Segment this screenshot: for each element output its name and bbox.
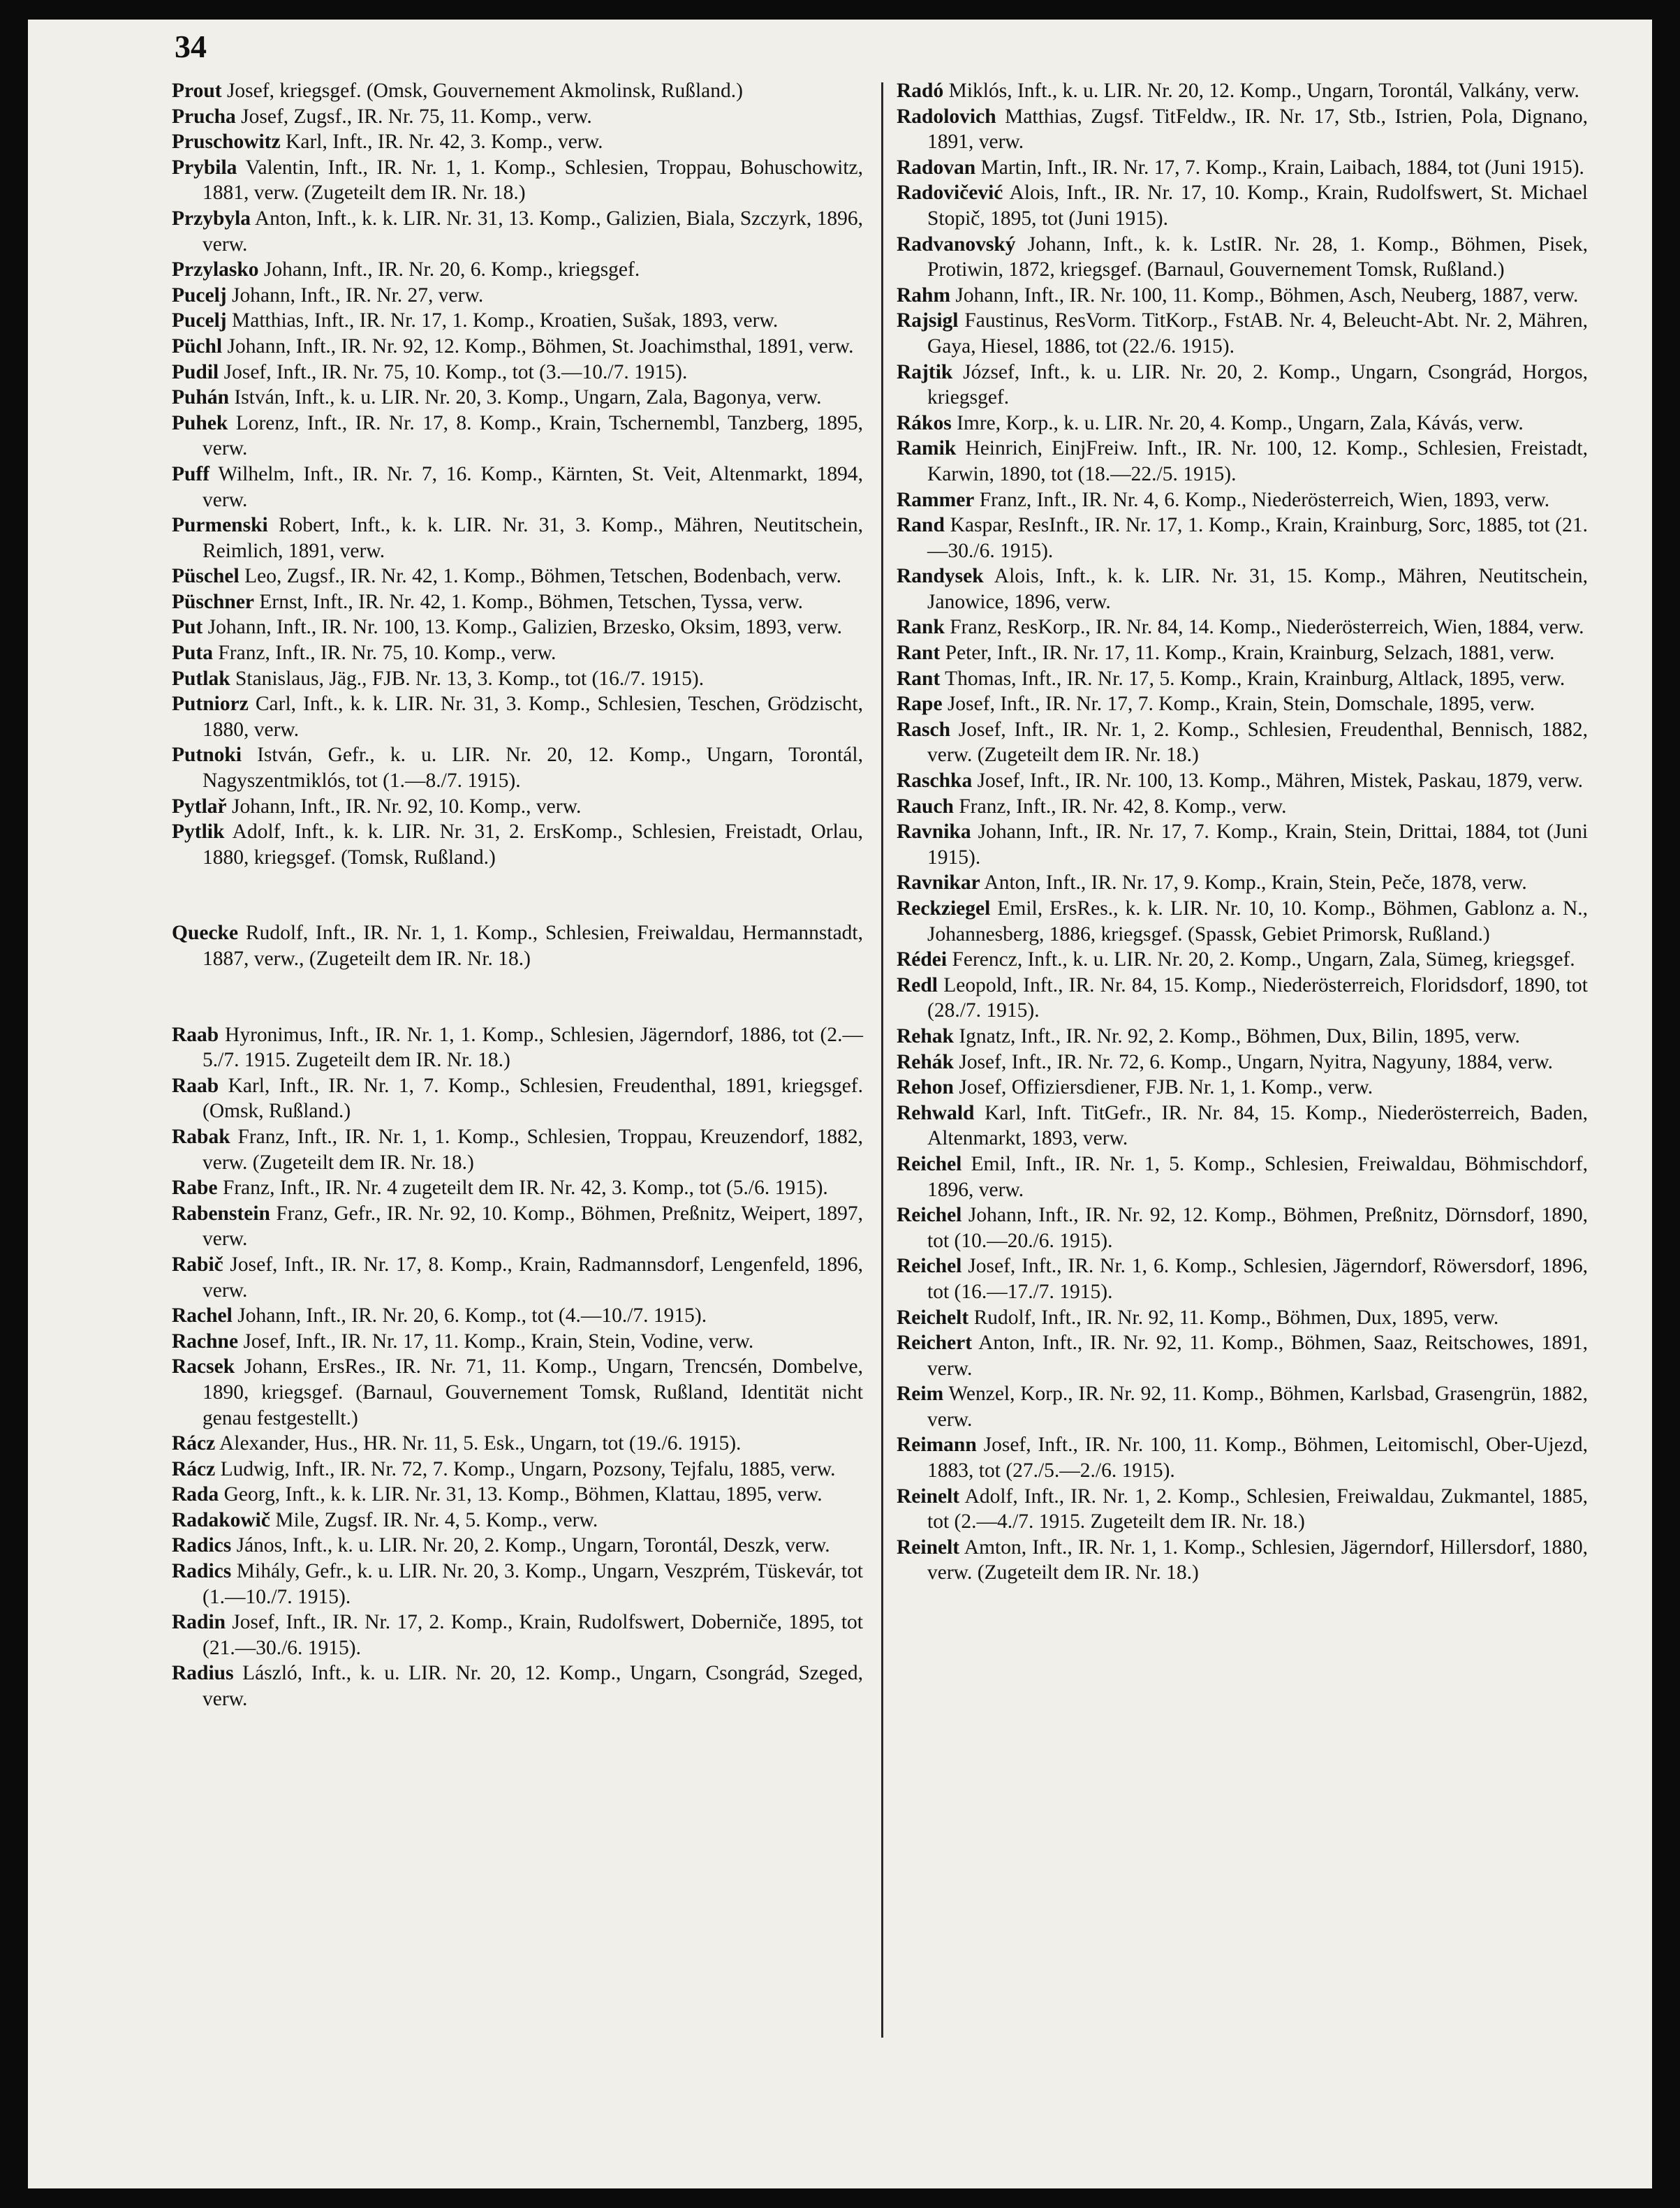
entry-surname: Putlak	[172, 667, 230, 690]
entry-details: István, Inft., k. u. LIR. Nr. 20, 3. Komp., Ungarn, Zala, Bagonya, verw.	[234, 386, 822, 409]
entry-details: Karl, Inft., IR. Nr. 42, 3. Komp., verw.	[286, 131, 603, 154]
entry-surname: Rehák	[897, 1050, 954, 1073]
entry-surname: Rabe	[172, 1177, 218, 1200]
entry-surname: Rachne	[172, 1330, 239, 1353]
register-entry	[897, 513, 1588, 564]
register-entry	[172, 1457, 863, 1482]
entries-group-q	[172, 920, 863, 971]
register-entry	[172, 794, 863, 820]
entry-details: Johann, Inft., IR. Nr. 92, 12. Komp., Böhmen, St. Joachimsthal, 1891, verw.	[227, 334, 854, 358]
column-divider	[881, 82, 883, 2038]
entry-surname: Radics	[172, 1560, 232, 1583]
entry-details: Josef, Inft., IR. Nr. 75, 10. Komp., tot (3.—10./7. 1915).	[223, 360, 688, 383]
entry-details: Stanislaus, Jäg., FJB. Nr. 13, 3. Komp., tot (16./7. 1915).	[235, 667, 705, 690]
entry-surname: Reichel	[897, 1204, 962, 1227]
register-entry	[172, 1175, 863, 1201]
register-entry	[172, 1073, 863, 1124]
entry-details: Mile, Zugsf. IR. Nr. 4, 5. Komp., verw.	[275, 1508, 598, 1531]
entry-surname: Racsek	[172, 1355, 235, 1378]
entry-details: Mihály, Gefr., k. u. LIR. Nr. 20, 3. Komp., Ungarn, Veszprém, Tüskevár, tot (1.—10./7. 1915).	[202, 1560, 863, 1608]
entry-surname: Reckziegel	[897, 897, 991, 920]
entry-surname: Rácz	[172, 1432, 216, 1455]
entry-details: Anton, Inft., IR. Nr. 92, 11. Komp., Böhmen, Saaz, Reitschowes, 1891, verw.	[927, 1332, 1588, 1380]
register-entry	[172, 1303, 863, 1329]
entry-details: Amton, Inft., IR. Nr. 1, 1. Komp., Schlesien, Jägerndorf, Hillersdorf, 1880, verw. (Zugeteilt dem IR. Nr. 18.)	[927, 1536, 1588, 1584]
entry-details: Josef, Inft., IR. Nr. 72, 6. Komp., Ungarn, Nyitra, Nagyuny, 1884, verw.	[959, 1050, 1554, 1073]
entry-details: Josef, Inft., IR. Nr. 1, 6. Komp., Schlesien, Jägerndorf, Röwersdorf, 1896, tot (16.—17./7. 1915).	[927, 1255, 1588, 1303]
register-entry	[172, 411, 863, 462]
register-entry	[172, 614, 863, 640]
register-entry	[897, 411, 1588, 436]
register-entry	[897, 973, 1588, 1024]
entry-surname: Pytlik	[172, 820, 225, 844]
register-entry	[897, 614, 1588, 640]
entry-surname: Rajsigl	[897, 309, 959, 332]
entry-details: Johann, ErsRes., IR. Nr. 71, 11. Komp., Ungarn, Trencsén, Dombelve, 1890, kriegsgef. (Barnaul, Gouvernement Tomsk, Rußland, Identität nicht genau festgestellt.)	[202, 1355, 864, 1429]
entry-surname: Rabič	[172, 1253, 223, 1276]
register-entry	[897, 1024, 1588, 1050]
entry-surname: Rabak	[172, 1125, 230, 1148]
register-entry	[897, 155, 1588, 181]
entry-details: Franz, Inft., IR. Nr. 75, 10. Komp., verw.	[218, 642, 557, 665]
entry-surname: Rehak	[897, 1024, 954, 1047]
entry-surname: Rajtik	[897, 360, 953, 383]
register-entry	[172, 1559, 863, 1610]
register-entry	[172, 1508, 863, 1533]
entry-surname: Rehwald	[897, 1101, 975, 1124]
entry-details: Franz, ResKorp., IR. Nr. 84, 14. Komp., Niederösterreich, Wien, 1884, verw.	[950, 616, 1584, 639]
register-entry	[897, 870, 1588, 896]
entry-details: Josef, kriegsgef. (Omsk, Gouvernement Akmolinsk, Rußland.)	[226, 80, 743, 102]
entry-details: Robert, Inft., k. k. LIR. Nr. 31, 3. Komp., Mähren, Neutitschein, Reimlich, 1891, verw.	[202, 514, 863, 562]
entry-surname: Puta	[172, 642, 213, 665]
entry-surname: Pucelj	[172, 284, 227, 307]
entry-details: Hyronimus, Inft., IR. Nr. 1, 1. Komp., Schlesien, Jägerndorf, 1886, tot (2.—5./7. 1915. Zugeteilt dem IR. Nr. 18.)	[202, 1023, 863, 1072]
entry-surname: Randysek	[897, 565, 984, 588]
entry-details: Peter, Inft., IR. Nr. 17, 11. Komp., Krain, Krainburg, Selzach, 1881, verw.	[945, 642, 1555, 665]
register-entry	[172, 1431, 863, 1457]
entry-surname: Rauch	[897, 795, 954, 818]
register-entry	[897, 1075, 1588, 1101]
register-entry	[172, 1022, 863, 1073]
entry-details: Matthias, Inft., IR. Nr. 17, 1. Komp., Kroatien, Sušak, 1893, verw.	[232, 309, 779, 332]
page-number: 34	[175, 29, 207, 64]
entry-surname: Rant	[897, 667, 941, 690]
entry-surname: Rand	[897, 514, 945, 537]
register-entry	[172, 1329, 863, 1355]
entry-details: Johann, Inft., IR. Nr. 92, 12. Komp., Böhmen, Preßnitz, Dörnsdorf, 1890, tot (10.—20./6. 1915).	[927, 1204, 1588, 1252]
entry-surname: Purmenski	[172, 514, 268, 537]
entry-details: József, Inft., k. u. LIR. Nr. 20, 2. Komp., Ungarn, Csongrád, Horgos, kriegsgef.	[927, 360, 1588, 409]
register-entry	[172, 104, 863, 130]
entry-details: Rudolf, Inft., IR. Nr. 1, 1. Komp., Schlesien, Freiwaldau, Hermannstadt, 1887, verw., (Zugeteilt dem IR. Nr. 18.)	[202, 922, 863, 970]
register-entry	[897, 360, 1588, 411]
entry-details: Karl, Inft., IR. Nr. 1, 7. Komp., Schlesien, Freudenthal, 1891, kriegsgef. (Omsk, Rußland.)	[202, 1074, 864, 1123]
entry-details: Johann, Inft., IR. Nr. 27, verw.	[232, 284, 484, 307]
register-entry	[897, 232, 1588, 283]
register-entry	[897, 819, 1588, 870]
entry-details: László, Inft., k. u. LIR. Nr. 20, 12. Komp., Ungarn, Csongrád, Szeged, verw.	[202, 1662, 864, 1711]
entry-surname: Radvanovský	[897, 233, 1016, 256]
register-entry	[172, 334, 863, 360]
register-entry	[172, 1201, 863, 1252]
entry-surname: Radovičević	[897, 182, 1003, 205]
entry-surname: Radics	[172, 1534, 232, 1557]
entry-surname: Pucelj	[172, 309, 227, 332]
entries-group-right	[897, 78, 1588, 1586]
register-entry	[897, 1330, 1588, 1381]
entry-surname: Raab	[172, 1023, 219, 1046]
register-entry	[172, 1252, 863, 1303]
entry-surname: Reinelt	[897, 1536, 960, 1559]
entry-surname: Radin	[172, 1611, 226, 1634]
register-entry	[897, 717, 1588, 768]
entry-details: Johann, Inft., IR. Nr. 20, 6. Komp., tot (4.—10./7. 1915).	[237, 1304, 707, 1327]
register-entry	[172, 1610, 863, 1661]
entry-details: Johann, Inft., IR. Nr. 20, 6. Komp., kriegsgef.	[263, 258, 640, 281]
entry-surname: Püschel	[172, 565, 240, 588]
entry-surname: Reimann	[897, 1434, 977, 1457]
register-entry	[897, 436, 1588, 487]
entry-surname: Rant	[897, 642, 941, 665]
entry-details: Josef, Inft., IR. Nr. 1, 2. Komp., Schlesien, Freudenthal, Bennisch, 1882, verw. (Zugeteilt dem IR. Nr. 18.)	[927, 718, 1588, 767]
entry-details: Franz, Gefr., IR. Nr. 92, 10. Komp., Böhmen, Preßnitz, Weipert, 1897, verw.	[202, 1202, 863, 1251]
entry-details: Josef, Zugsf., IR. Nr. 75, 11. Komp., verw.	[241, 105, 592, 128]
entry-surname: Rank	[897, 616, 945, 639]
entry-surname: Püschner	[172, 590, 254, 613]
entry-details: Miklós, Inft., k. u. LIR. Nr. 20, 12. Komp., Ungarn, Torontál, Valkány, verw.	[948, 80, 1579, 102]
register-entry	[897, 283, 1588, 309]
entry-details: Alois, Inft., IR. Nr. 17, 10. Komp., Krain, Rudolfswert, St. Michael Stopič, 1895, tot (Juni 1915).	[927, 182, 1588, 230]
register-entry	[172, 1124, 863, 1175]
register-entry	[897, 487, 1588, 513]
entry-surname: Rédei	[897, 948, 948, 971]
entry-details: Ernst, Inft., IR. Nr. 42, 1. Komp., Böhmen, Tetschen, Tyssa, verw.	[259, 590, 803, 613]
register-entry	[897, 308, 1588, 359]
entry-surname: Prout	[172, 80, 222, 102]
register-entry	[897, 1535, 1588, 1586]
register-entry	[897, 1050, 1588, 1075]
entry-details: Emil, ErsRes., k. k. LIR. Nr. 10, 10. Komp., Böhmen, Gablonz a. N., Johannesberg, 1886, kriegsgef. (Spassk, Gebiet Primorsk, Rußland.)	[927, 897, 1588, 945]
entry-details: Josef, Inft., IR. Nr. 17, 11. Komp., Krain, Stein, Vodine, verw.	[243, 1330, 754, 1353]
register-entry	[172, 78, 863, 104]
register-entry	[897, 640, 1588, 666]
entry-details: Valentin, Inft., IR. Nr. 1, 1. Komp., Schlesien, Troppau, Bohuschowitz, 1881, verw. (Zugeteilt dem IR. Nr. 18.)	[202, 156, 864, 205]
entry-details: Anton, Inft., k. k. LIR. Nr. 31, 13. Komp., Galizien, Biala, Szczyrk, 1896, verw.	[202, 207, 864, 256]
entry-details: Wenzel, Korp., IR. Nr. 92, 11. Komp., Böhmen, Karlsbad, Grasengrün, 1882, verw.	[927, 1383, 1588, 1431]
register-entry	[172, 257, 863, 283]
entry-surname: Radius	[172, 1662, 234, 1685]
entry-surname: Rácz	[172, 1457, 216, 1480]
entry-details: Johann, Inft., IR. Nr. 100, 13. Komp., Galizien, Brzesko, Oksim, 1893, verw.	[207, 616, 842, 639]
register-entry	[172, 920, 863, 971]
register-entry	[172, 513, 863, 564]
entry-surname: Puhek	[172, 411, 228, 434]
entry-surname: Rehon	[897, 1076, 954, 1099]
register-entry	[897, 947, 1588, 973]
entry-surname: Rada	[172, 1483, 219, 1506]
entry-details: Johann, Inft., IR. Nr. 17, 7. Komp., Krain, Stein, Drittai, 1884, tot (Juni 1915).	[927, 820, 1589, 869]
entry-details: Kaspar, ResInft., IR. Nr. 17, 1. Komp., Krain, Krainburg, Sorc, 1885, tot (21.—30./6. 1915).	[927, 514, 1589, 562]
entry-surname: Quecke	[172, 922, 239, 945]
register-entry	[897, 1202, 1588, 1253]
register-entry	[172, 155, 863, 206]
register-entry	[897, 564, 1588, 614]
entry-surname: Ravnikar	[897, 871, 980, 895]
entry-details: Josef, Offiziersdiener, FJB. Nr. 1, 1. Komp., verw.	[959, 1076, 1373, 1099]
entry-details: Imre, Korp., k. u. LIR. Nr. 20, 4. Komp., Ungarn, Zala, Kávás, verw.	[957, 411, 1524, 434]
entry-surname: Putniorz	[172, 693, 249, 716]
entry-details: István, Gefr., k. u. LIR. Nr. 20, 12. Komp., Ungarn, Torontál, Nagyszentmiklós, tot (1.—8./7. 1915).	[202, 744, 863, 793]
section-gap	[172, 972, 863, 1022]
entry-details: Josef, Inft., IR. Nr. 17, 2. Komp., Krain, Rudolfswert, Doberniče, 1895, tot (21.—30./6. 1915).	[202, 1611, 863, 1659]
register-entry	[897, 78, 1588, 104]
entry-surname: Put	[172, 616, 203, 639]
register-entry	[897, 1305, 1588, 1331]
register-entry	[172, 1533, 863, 1559]
entry-details: Josef, Inft., IR. Nr. 17, 8. Komp., Krain, Radmannsdorf, Lengenfeld, 1896, verw.	[202, 1253, 863, 1302]
entry-details: Alexander, Hus., HR. Nr. 11, 5. Esk., Ungarn, tot (19./6. 1915).	[219, 1432, 742, 1455]
entry-details: Lorenz, Inft., IR. Nr. 17, 8. Komp., Krain, Tschernembl, Tanzberg, 1895, verw.	[202, 411, 864, 460]
entry-surname: Rabenstein	[172, 1202, 270, 1225]
register-entry	[897, 1381, 1588, 1432]
entry-details: Johann, Inft., k. k. LstIR. Nr. 28, 1. Komp., Böhmen, Pisek, Protiwin, 1872, kriegsgef. (Barnaul, Gouvernement Tomsk, Rußland.)	[927, 233, 1588, 281]
entry-surname: Reichel	[897, 1152, 962, 1175]
register-entry	[897, 794, 1588, 820]
entry-details: Martin, Inft., IR. Nr. 17, 7. Komp., Krain, Laibach, 1884, tot (Juni 1915).	[980, 156, 1584, 179]
entry-surname: Reim	[897, 1383, 944, 1406]
entry-surname: Puhán	[172, 386, 229, 409]
right-column	[897, 78, 1588, 1586]
entry-details: Johann, Inft., IR. Nr. 100, 11. Komp., Böhmen, Asch, Neuberg, 1887, verw.	[955, 284, 1579, 307]
entry-details: Ignatz, Inft., IR. Nr. 92, 2. Komp., Böhmen, Dux, Bilin, 1895, verw.	[959, 1024, 1520, 1047]
entry-details: Heinrich, EinjFreiw. Inft., IR. Nr. 100, 12. Komp., Schlesien, Freistadt, Karwin, 1890, tot (18.—22./5. 1915).	[927, 437, 1589, 485]
entry-surname: Pytlař	[172, 795, 227, 818]
section-gap	[172, 870, 863, 920]
entries-group-r	[172, 1022, 863, 1712]
register-entry	[172, 589, 863, 615]
register-entry	[172, 206, 863, 257]
entry-details: János, Inft., k. u. LIR. Nr. 20, 2. Komp., Ungarn, Torontál, Deszk, verw.	[236, 1534, 830, 1557]
entry-details: Matthias, Zugsf. TitFeldw., IR. Nr. 17, Stb., Istrien, Pola, Dignano, 1891, verw.	[927, 105, 1589, 154]
entry-details: Emil, Inft., IR. Nr. 1, 5. Komp., Schlesien, Freiwaldau, Böhmischdorf, 1896, verw.	[927, 1152, 1588, 1201]
entry-surname: Reichert	[897, 1332, 973, 1355]
register-entry	[172, 462, 863, 513]
entries-group-p	[172, 78, 863, 870]
entry-surname: Radolovich	[897, 105, 996, 128]
entry-surname: Reinelt	[897, 1485, 960, 1508]
entry-surname: Przylasko	[172, 258, 259, 281]
entry-surname: Rachel	[172, 1304, 233, 1327]
entry-details: Josef, Inft., IR. Nr. 100, 11. Komp., Böhmen, Leitomischl, Ober-Ujezd, 1883, tot (27./5.—2./6. 1915).	[927, 1434, 1589, 1482]
entry-surname: Raab	[172, 1074, 219, 1097]
register-entry	[897, 1101, 1588, 1151]
entry-details: Franz, Inft., IR. Nr. 4, 6. Komp., Niederösterreich, Wien, 1893, verw.	[979, 488, 1550, 511]
entry-details: Leopold, Inft., IR. Nr. 84, 15. Komp., Niederösterreich, Floridsdorf, 1890, tot (28./7. 1915).	[927, 973, 1588, 1022]
entry-surname: Pudil	[172, 360, 219, 383]
entry-details: Adolf, Inft., IR. Nr. 1, 2. Komp., Schlesien, Freiwaldau, Zukmantel, 1885, tot (2.—4./7. 1915. Zugeteilt dem IR. Nr. 18.)	[927, 1485, 1589, 1533]
register-entry	[172, 666, 863, 692]
entry-details: Anton, Inft., IR. Nr. 17, 9. Komp., Krain, Stein, Peče, 1878, verw.	[984, 871, 1527, 895]
entry-details: Thomas, Inft., IR. Nr. 17, 5. Komp., Krain, Krainburg, Altlack, 1895, verw.	[945, 667, 1565, 690]
entry-details: Ferencz, Inft., k. u. LIR. Nr. 20, 2. Komp., Ungarn, Zala, Sümeg, kriegsgef.	[952, 948, 1575, 971]
entry-details: Josef, Inft., IR. Nr. 100, 13. Komp., Mähren, Mistek, Paskau, 1879, verw.	[977, 770, 1583, 793]
entry-details: Faustinus, ResVorm. TitKorp., FstAB. Nr. 4, Beleucht-Abt. Nr. 2, Mähren, Gaya, Hiesel, 1886, tot (22./6. 1915).	[927, 309, 1589, 358]
register-entry	[172, 385, 863, 411]
register-entry	[897, 1253, 1588, 1304]
register-entry	[172, 1482, 863, 1508]
entry-surname: Prybila	[172, 156, 237, 179]
register-entry	[897, 768, 1588, 794]
entry-details: Leo, Zugsf., IR. Nr. 42, 1. Komp., Böhmen, Tetschen, Bodenbach, verw.	[244, 565, 842, 588]
register-entry	[897, 104, 1588, 155]
entry-surname: Przybyla	[172, 207, 251, 230]
entry-surname: Rammer	[897, 488, 975, 511]
entry-surname: Reichel	[897, 1255, 962, 1278]
entry-details: Carl, Inft., k. k. LIR. Nr. 31, 3. Komp., Schlesien, Teschen, Grödzischt, 1880, verw.	[202, 693, 863, 741]
entry-surname: Rasch	[897, 718, 951, 741]
entry-details: Wilhelm, Inft., IR. Nr. 7, 16. Komp., Kärnten, St. Veit, Altenmarkt, 1894, verw.	[202, 462, 863, 511]
entry-details: Johann, Inft., IR. Nr. 92, 10. Komp., verw.	[232, 795, 582, 818]
entry-surname: Puff	[172, 462, 210, 485]
entry-surname: Redl	[897, 973, 938, 996]
register-entry	[897, 666, 1588, 692]
entry-surname: Püchl	[172, 334, 223, 358]
register-entry	[897, 1432, 1588, 1483]
entry-surname: Prucha	[172, 105, 236, 128]
register-entry	[172, 819, 863, 870]
entry-surname: Raschka	[897, 770, 973, 793]
entry-details: Franz, Inft., IR. Nr. 1, 1. Komp., Schlesien, Troppau, Kreuzendorf, 1882, verw. (Zugeteilt dem IR. Nr. 18.)	[202, 1125, 864, 1174]
register-entry	[897, 896, 1588, 947]
entry-surname: Radakowič	[172, 1508, 270, 1531]
register-entry	[172, 742, 863, 793]
entry-details: Alois, Inft., k. k. LIR. Nr. 31, 15. Komp., Mähren, Neutitschein, Janowice, 1896, verw.	[927, 565, 1588, 613]
entry-surname: Rákos	[897, 411, 952, 434]
register-entry	[172, 360, 863, 385]
entry-details: Josef, Inft., IR. Nr. 17, 7. Komp., Krain, Stein, Domschale, 1895, verw.	[947, 693, 1535, 716]
entry-surname: Putnoki	[172, 744, 242, 767]
entry-details: Karl, Inft. TitGefr., IR. Nr. 84, 15. Komp., Niederösterreich, Baden, Altenmarkt, 1893, verw.	[927, 1101, 1588, 1150]
register-entry	[897, 1484, 1588, 1535]
entry-surname: Ramik	[897, 437, 957, 460]
register-entry	[172, 640, 863, 666]
entry-details: Ludwig, Inft., IR. Nr. 72, 7. Komp., Ungarn, Pozsony, Tejfalu, 1885, verw.	[220, 1457, 836, 1480]
entry-details: Rudolf, Inft., IR. Nr. 92, 11. Komp., Böhmen, Dux, 1895, verw.	[973, 1306, 1499, 1329]
entry-surname: Radó	[897, 80, 944, 102]
entry-details: Franz, Inft., IR. Nr. 42, 8. Komp., verw.	[959, 795, 1287, 818]
left-column	[172, 78, 863, 1712]
register-entry	[172, 691, 863, 742]
register-entry	[897, 180, 1588, 231]
register-entry	[172, 564, 863, 589]
entry-surname: Reichelt	[897, 1306, 969, 1329]
entry-details: Georg, Inft., k. k. LIR. Nr. 31, 13. Komp., Böhmen, Klattau, 1895, verw.	[223, 1483, 823, 1506]
entry-surname: Ravnika	[897, 820, 971, 844]
register-entry	[897, 691, 1588, 717]
register-entry	[172, 308, 863, 334]
register-entry	[172, 283, 863, 309]
register-entry	[172, 1354, 863, 1431]
entry-details: Franz, Inft., IR. Nr. 4 zugeteilt dem IR. Nr. 42, 3. Komp., tot (5./6. 1915).	[222, 1177, 828, 1200]
register-entry	[897, 1151, 1588, 1202]
entry-surname: Radovan	[897, 156, 976, 179]
register-entry	[172, 129, 863, 155]
entry-surname: Pruschowitz	[172, 131, 281, 154]
register-entry	[172, 1661, 863, 1712]
entry-surname: Rahm	[897, 284, 951, 307]
entry-details: Adolf, Inft., k. k. LIR. Nr. 31, 2. ErsKomp., Schlesien, Freistadt, Orlau, 1880, kriegsgef. (Tomsk, Rußland.)	[202, 820, 863, 869]
entry-surname: Rape	[897, 693, 943, 716]
